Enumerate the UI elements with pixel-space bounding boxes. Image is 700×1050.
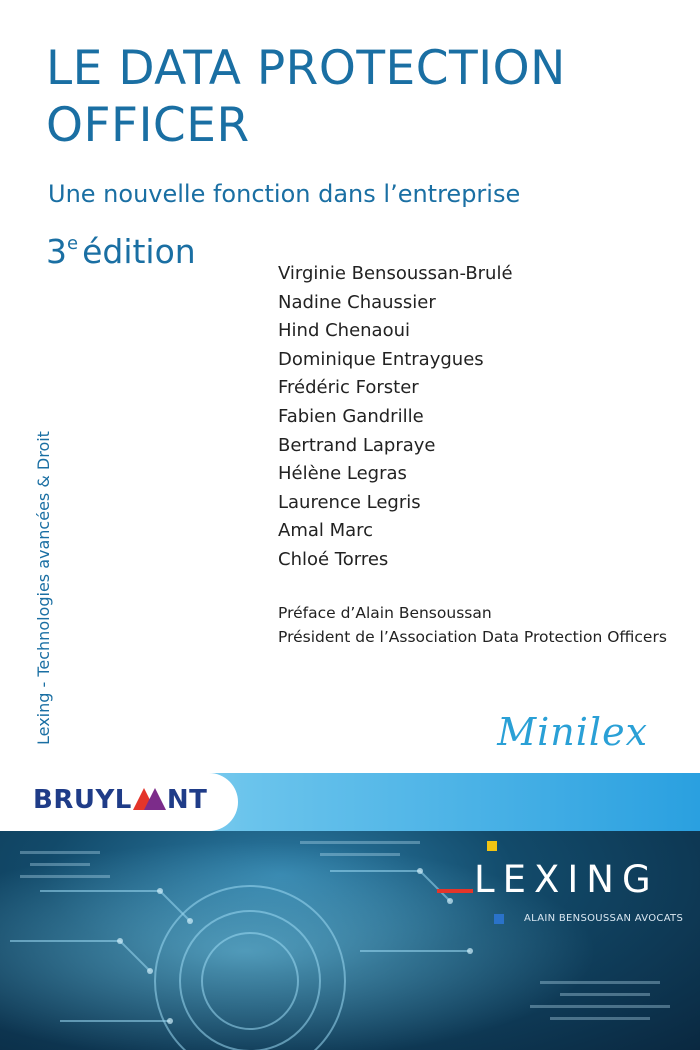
- publisher-name-end: NT: [166, 785, 208, 815]
- edition-label: [46, 232, 196, 271]
- collection-name: Lexing - Technologies avancées & Droit: [34, 431, 53, 745]
- preface-block: [278, 601, 667, 649]
- lexing-blue-square-icon: [494, 914, 504, 924]
- author-list: [278, 260, 513, 575]
- series-name: Minilex: [497, 710, 648, 754]
- lexing-red-bar-icon: [437, 889, 473, 893]
- lexing-tagline: ALAIN BENSOUSSAN AVOCATS: [524, 913, 684, 924]
- preface-role: Président de l’Association Data Protection Officers: [278, 628, 667, 646]
- publisher-name-start: BRUYL: [33, 785, 132, 815]
- preface-author: Préface d’Alain Bensoussan: [278, 604, 492, 622]
- author-name: Dominique Entraygues: [278, 348, 484, 370]
- author-name: Frédéric Forster: [278, 377, 419, 399]
- author-name: Virginie Bensoussan-Brulé: [278, 263, 513, 284]
- book-subtitle: Une nouvelle fonction dans l’entreprise: [48, 180, 521, 208]
- author-name: Amal Marc: [278, 520, 374, 542]
- edition-word: édition: [82, 232, 196, 271]
- author-name: Laurence Legris: [278, 491, 421, 513]
- author-name: Hélène Legras: [278, 463, 407, 485]
- edition-number: 3: [46, 232, 67, 271]
- book-title: LE DATA PROTECTION OFFICER: [46, 41, 566, 154]
- author-name: Chloé Torres: [278, 548, 389, 570]
- author-name: Nadine Chaussier: [278, 291, 436, 313]
- lexing-yellow-square-icon: [487, 841, 497, 851]
- publisher-wordmark: [33, 785, 207, 815]
- publisher-logo: [0, 773, 238, 831]
- author-name: Bertrand Lapraye: [278, 434, 436, 456]
- author-name: Hind Chenaoui: [278, 320, 411, 342]
- edition-superscript: e: [67, 233, 79, 254]
- triangle-logo-icon: [133, 788, 166, 810]
- author-name: Fabien Gandrille: [278, 405, 424, 427]
- lexing-logo-text: EXING: [502, 858, 659, 901]
- lexing-logo-letter: L: [474, 858, 503, 901]
- lexing-logo: [474, 858, 659, 901]
